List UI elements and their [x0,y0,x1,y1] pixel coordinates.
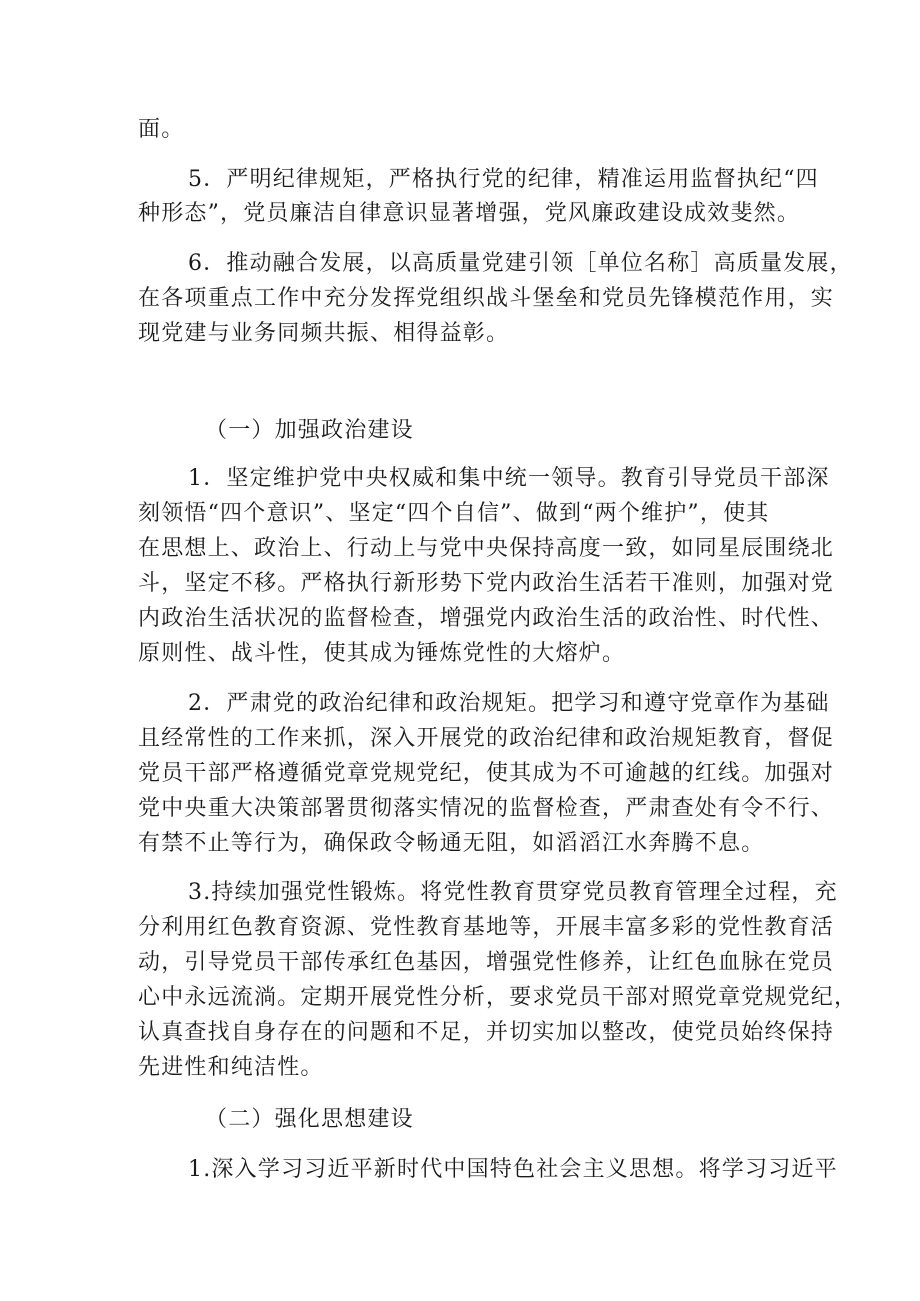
paragraph-line: 原则性、战斗性，使其成为锤炼党性的大熔炉。 [138,641,626,666]
paragraph-line: 在思想上、政治上、行动上与党中央保持高度一致，如同星辰围绕北 [138,536,835,561]
paragraph-line: 刻领悟“四个意识”、坚定“四个自信”、做到“两个维护”，使其 [138,501,770,526]
section-heading: （二）强化思想建设 [205,1107,414,1132]
paragraph-line: 1.深入学习习近平新时代中国特色社会主义思想。将学习习近平 [188,1157,838,1182]
paragraph-line: 现党建与业务同频共振、相得益彰。 [138,321,510,346]
paragraph-line: 5．严明纪律规矩，严格执行党的纪律，精准运用监督执纪“四 [188,167,819,192]
paragraph-line: 认真查找自身存在的问题和不足，并切实加以整改，使党员始终保持 [138,1020,835,1045]
paragraph-line: 斗，坚定不移。严格执行新形势下党内政治生活若干准则，加强对党 [138,571,835,596]
paragraph-line: 6．推动融合发展，以高质量党建引领［单位名称］高质量发展， [188,251,853,276]
paragraph-line: 动，引导党员干部传承红色基因，增强党性修养，让红色血脉在党员 [138,950,835,975]
paragraph-line: 2．严肃党的政治纪律和政治规矩。把学习和遵守党章作为基础 [188,691,830,716]
paragraph-line: 面。 [138,117,185,142]
paragraph-line: 在各项重点工作中充分发挥党组织战斗堡垒和党员先锋模范作用，实 [138,286,835,311]
paragraph-line: 分利用红色教育资源、党性教育基地等，开展丰富多彩的党性教育活 [138,915,835,940]
paragraph-line: 内政治生活状况的监督检查，增强党内政治生活的政治性、时代性、 [138,606,835,631]
paragraph-line: 1．坚定维护党中央权威和集中统一领导。教育引导党员干部深 [188,466,830,491]
paragraph-line: 党员干部严格遵循党章党规党纪，使其成为不可逾越的红线。加强对 [138,761,835,786]
paragraph-line: 党中央重大决策部署贯彻落实情况的监督检查，严肃查处有令不行、 [138,796,835,821]
paragraph-line: 3.持续加强党性锻炼。将党性教育贯穿党员教育管理全过程，充 [188,880,838,905]
paragraph-line: 心中永远流淌。定期开展党性分析，要求党员干部对照党章党规党纪， [138,985,858,1010]
paragraph-line: 有禁不止等行为，确保政令畅通无阻，如滔滔江水奔腾不息。 [138,831,765,856]
paragraph-line: 先进性和纯洁性。 [138,1055,324,1080]
paragraph-line: 且经常性的工作来抓，深入开展党的政治纪律和政治规矩教育，督促 [138,726,835,751]
section-heading: （一）加强政治建设 [205,418,414,443]
paragraph-line: 种形态”，党员廉洁自律意识显著增强，党风廉政建设成效斐然。 [138,201,801,226]
